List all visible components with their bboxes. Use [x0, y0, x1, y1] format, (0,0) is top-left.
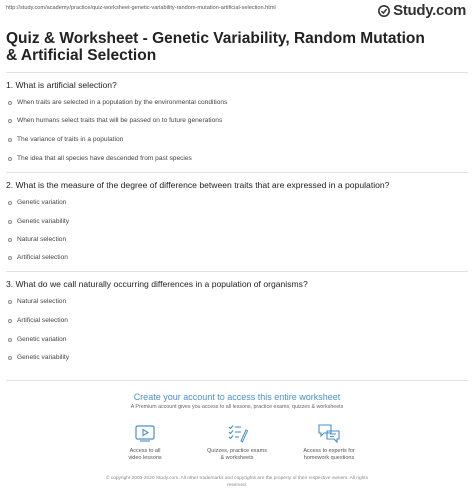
- radio-button[interactable]: [8, 238, 12, 242]
- question-1: 1. What is artificial selection?: [6, 80, 117, 90]
- answer-option[interactable]: The variance of traits in a population: [8, 136, 123, 143]
- divider: [6, 72, 468, 73]
- premium-description: A Premium account gives you access to all lessons, practice exams, quizzes & worksheets: [130, 404, 344, 410]
- radio-button[interactable]: [8, 119, 12, 123]
- answer-option[interactable]: Artificial selection: [8, 317, 68, 324]
- radio-button[interactable]: [8, 101, 12, 105]
- answer-option[interactable]: When humans select traits that will be passed on to future generations: [8, 117, 222, 124]
- divider: [6, 271, 468, 272]
- chat-bubbles-icon: [317, 422, 341, 444]
- question-3: 3. What do we call naturally occurring differences in a population of organisms?: [6, 279, 308, 289]
- top-bar: [0, 0, 474, 22]
- page-title: Quiz & Worksheet - Genetic Variability, Random Mutation & Artificial Selection: [6, 30, 425, 64]
- study-logo[interactable]: [378, 2, 466, 19]
- feature-quizzes: [192, 422, 282, 462]
- copyright-footer: © copyright 2003-2020 Study.com. All other trademarks and copyrights are the property of their respective owners. All rights reserved.: [105, 476, 369, 488]
- radio-button[interactable]: [8, 201, 12, 205]
- answer-option[interactable]: Natural selection: [8, 298, 66, 305]
- answer-option[interactable]: Artificial selection: [8, 254, 68, 261]
- logo-text: Study.com: [393, 2, 466, 19]
- divider: [6, 380, 468, 381]
- answer-option[interactable]: The idea that all species have descended from past species: [8, 155, 192, 162]
- radio-button[interactable]: [8, 300, 12, 304]
- radio-button[interactable]: [8, 338, 12, 342]
- answer-option[interactable]: Genetic variability: [8, 218, 69, 225]
- radio-button[interactable]: [8, 319, 12, 323]
- radio-button[interactable]: [8, 356, 12, 360]
- radio-button[interactable]: [8, 157, 12, 161]
- radio-button[interactable]: [8, 220, 12, 224]
- radio-button[interactable]: [8, 256, 12, 260]
- page-url: http://study.com/academy/practice/quiz-worksheet-genetic-variability-random-mutation-artificial-selection.html: [6, 5, 276, 11]
- feature-label: Quizzes, practice exams & worksheets: [207, 448, 267, 461]
- divider: [6, 172, 468, 173]
- feature-video-lessons: [100, 422, 190, 462]
- checklist-icon: [226, 422, 248, 444]
- answer-option[interactable]: Natural selection: [8, 236, 66, 243]
- feature-label: Access to experts for homework questions: [303, 448, 355, 461]
- answer-option[interactable]: Genetic variation: [8, 199, 66, 206]
- answer-option[interactable]: When traits are selected in a population by the environmental conditions: [8, 99, 227, 106]
- video-play-icon: [134, 422, 156, 444]
- feature-label: Access to all video lessons: [128, 448, 162, 461]
- radio-button[interactable]: [8, 138, 12, 142]
- answer-option[interactable]: Genetic variability: [8, 354, 69, 361]
- answer-option[interactable]: Genetic variation: [8, 336, 66, 343]
- study-com-logo-icon: [378, 5, 390, 17]
- feature-experts: [284, 422, 374, 462]
- create-account-link[interactable]: Create your account to access this entire worksheet: [133, 392, 341, 402]
- question-2: 2. What is the measure of the degree of difference between traits that are expressed in a population?: [6, 180, 390, 190]
